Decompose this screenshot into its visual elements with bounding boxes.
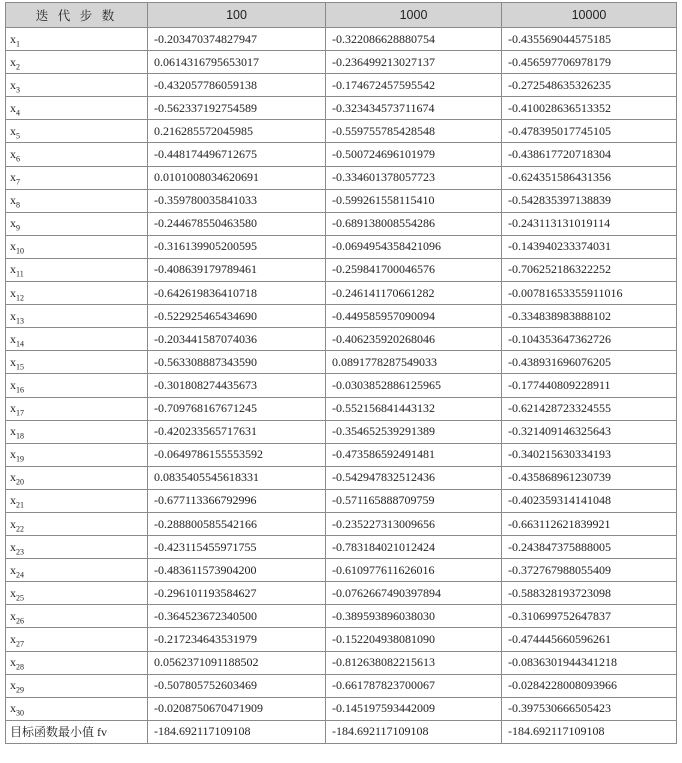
- variable-index: 22: [16, 523, 24, 533]
- table-row: [6, 374, 677, 397]
- table-row: [6, 328, 677, 351]
- table-row: [6, 651, 677, 674]
- variable-name: x: [10, 216, 16, 231]
- value-cell-10000: -0.340215630334193: [502, 443, 677, 466]
- variable-name: x: [10, 262, 16, 277]
- value-cell-100: -0.301808274435673: [148, 374, 326, 397]
- variable-label: [6, 512, 148, 535]
- value-cell-100: -0.432057786059138: [148, 74, 326, 97]
- table-row: [6, 489, 677, 512]
- variable-name: x: [10, 193, 16, 208]
- variable-index: 15: [16, 362, 24, 372]
- variable-label: [6, 420, 148, 443]
- value-cell-10000: -0.663112621839921: [502, 512, 677, 535]
- table-row: [6, 28, 677, 51]
- table-row: [6, 466, 677, 489]
- table-row: [6, 559, 677, 582]
- header-10000: 10000: [502, 3, 677, 28]
- table-row: [6, 143, 677, 166]
- value-cell-10000: -0.397530666505423: [502, 697, 677, 720]
- table-row: [6, 235, 677, 258]
- table-row: [6, 674, 677, 697]
- value-cell-10000: -0.435569044575185: [502, 28, 677, 51]
- value-cell-1000: -0.406235920268046: [326, 328, 502, 351]
- table-row: [6, 605, 677, 628]
- variable-name: x: [10, 493, 16, 508]
- value-cell-10000: -0.177440809228911: [502, 374, 677, 397]
- variable-label: [6, 443, 148, 466]
- variable-index: 11: [16, 269, 24, 279]
- table-row: [6, 697, 677, 720]
- variable-label: [6, 605, 148, 628]
- value-cell-100: -0.296101193584627: [148, 582, 326, 605]
- variable-label: [6, 51, 148, 74]
- variable-label: [6, 74, 148, 97]
- value-cell-100: -0.507805752603469: [148, 674, 326, 697]
- variable-label: [6, 143, 148, 166]
- variable-name: x: [10, 447, 16, 462]
- variable-label: [6, 282, 148, 305]
- table-row: [6, 74, 677, 97]
- value-cell-1000: -0.354652539291389: [326, 420, 502, 443]
- table-row: [6, 351, 677, 374]
- table-row: [6, 120, 677, 143]
- variable-index: 26: [16, 616, 24, 626]
- footer-value-100: -184.692117109108: [148, 720, 326, 743]
- variable-index: 5: [16, 131, 20, 141]
- value-cell-10000: -0.542835397138839: [502, 189, 677, 212]
- value-cell-1000: -0.783184021012424: [326, 536, 502, 559]
- value-cell-10000: -0.410028636513352: [502, 97, 677, 120]
- value-cell-1000: -0.559755785428548: [326, 120, 502, 143]
- value-cell-1000: -0.661787823700067: [326, 674, 502, 697]
- variable-index: 17: [16, 408, 24, 418]
- value-cell-100: -0.0208750670471909: [148, 697, 326, 720]
- table-row: [6, 397, 677, 420]
- value-cell-10000: -0.624351586431356: [502, 166, 677, 189]
- variable-label: [6, 97, 148, 120]
- value-cell-1000: -0.449585957090094: [326, 305, 502, 328]
- value-cell-100: 0.0101008034620691: [148, 166, 326, 189]
- variable-index: 13: [16, 316, 24, 326]
- variable-index: 23: [16, 547, 24, 556]
- value-cell-100: -0.677113366792996: [148, 489, 326, 512]
- value-cell-1000: -0.812638082215613: [326, 651, 502, 674]
- variable-label: [6, 651, 148, 674]
- table-row: [6, 258, 677, 281]
- variable-name: x: [10, 608, 16, 623]
- variable-name: x: [10, 377, 16, 392]
- variable-index: 30: [16, 708, 24, 718]
- value-cell-100: -0.563308887343590: [148, 351, 326, 374]
- value-cell-100: -0.0649786155553592: [148, 443, 326, 466]
- value-cell-10000: -0.438931696076205: [502, 351, 677, 374]
- value-cell-1000: 0.0891778287549033: [326, 351, 502, 374]
- table-body: [6, 28, 677, 721]
- value-cell-100: -0.359780035841033: [148, 189, 326, 212]
- variable-index: 18: [16, 431, 24, 441]
- value-cell-100: -0.448174496712675: [148, 143, 326, 166]
- value-cell-10000: -0.00781653355911016: [502, 282, 677, 305]
- value-cell-10000: -0.706252186322252: [502, 258, 677, 281]
- value-cell-10000: -0.372767988055409: [502, 559, 677, 582]
- value-cell-1000: -0.145197593442009: [326, 697, 502, 720]
- variable-index: 19: [16, 454, 24, 464]
- value-cell-10000: -0.435868961230739: [502, 466, 677, 489]
- variable-index: 24: [16, 570, 24, 580]
- value-cell-10000: -0.272548635326235: [502, 74, 677, 97]
- value-cell-100: -0.642619836410718: [148, 282, 326, 305]
- variable-label: [6, 189, 148, 212]
- value-cell-100: -0.522925465434690: [148, 305, 326, 328]
- results-table-container: [5, 2, 676, 744]
- variable-label: [6, 351, 148, 374]
- variable-label: [6, 536, 148, 559]
- variable-index: 7: [16, 177, 20, 187]
- value-cell-1000: -0.322086628880754: [326, 28, 502, 51]
- variable-label: [6, 466, 148, 489]
- value-cell-10000: -0.588328193723098: [502, 582, 677, 605]
- value-cell-1000: -0.689138008554286: [326, 212, 502, 235]
- value-cell-100: -0.562337192754589: [148, 97, 326, 120]
- variable-name: x: [10, 401, 16, 416]
- value-cell-1000: -0.334601378057723: [326, 166, 502, 189]
- variable-name: x: [10, 54, 16, 69]
- variable-name: x: [10, 516, 16, 531]
- table-row: [6, 628, 677, 651]
- table-row: [6, 443, 677, 466]
- variable-index: 8: [16, 200, 20, 210]
- value-cell-10000: -0.0284228008093966: [502, 674, 677, 697]
- variable-name: x: [10, 354, 16, 369]
- value-cell-100: 0.0835405545618331: [148, 466, 326, 489]
- variable-label: [6, 28, 148, 51]
- variable-name: x: [10, 470, 16, 485]
- variable-label: [6, 305, 148, 328]
- value-cell-100: -0.244678550463580: [148, 212, 326, 235]
- variable-name: x: [10, 308, 16, 323]
- table-row: [6, 582, 677, 605]
- variable-name: x: [10, 170, 16, 185]
- value-cell-10000: -0.0836301944341218: [502, 651, 677, 674]
- value-cell-10000: -0.621428723324555: [502, 397, 677, 420]
- variable-name: x: [10, 585, 16, 600]
- variable-index: 3: [16, 85, 20, 95]
- iteration-results-table: [5, 2, 677, 744]
- value-cell-1000: -0.542947832512436: [326, 466, 502, 489]
- variable-label: [6, 328, 148, 351]
- value-cell-1000: -0.552156841443132: [326, 397, 502, 420]
- variable-index: 29: [16, 685, 24, 695]
- variable-index: 2: [16, 62, 20, 72]
- value-cell-10000: -0.456597706978179: [502, 51, 677, 74]
- variable-label: [6, 258, 148, 281]
- value-cell-10000: -0.143940233374031: [502, 235, 677, 258]
- variable-name: x: [10, 285, 16, 300]
- value-cell-1000: -0.571165888709759: [326, 489, 502, 512]
- variable-index: 6: [16, 154, 20, 164]
- value-cell-1000: -0.0694954358421096: [326, 235, 502, 258]
- table-row: [6, 166, 677, 189]
- variable-label: [6, 559, 148, 582]
- value-cell-1000: -0.599261558115410: [326, 189, 502, 212]
- value-cell-1000: -0.500724696101979: [326, 143, 502, 166]
- variable-label: [6, 212, 148, 235]
- value-cell-100: -0.709768167671245: [148, 397, 326, 420]
- value-cell-100: -0.423115455971755: [148, 536, 326, 559]
- value-cell-10000: -0.438617720718304: [502, 143, 677, 166]
- variable-name: x: [10, 147, 16, 162]
- variable-label: [6, 697, 148, 720]
- value-cell-100: -0.483611573904200: [148, 559, 326, 582]
- variable-label: [6, 166, 148, 189]
- value-cell-100: -0.420233565717631: [148, 420, 326, 443]
- footer-row: [6, 720, 677, 743]
- variable-index: 16: [16, 385, 24, 395]
- variable-label: [6, 674, 148, 697]
- value-cell-1000: -0.152204938081090: [326, 628, 502, 651]
- header-iterations: 迭 代 步 数: [6, 3, 148, 28]
- variable-index: 27: [16, 639, 24, 649]
- value-cell-100: 0.216285572045985: [148, 120, 326, 143]
- table-row: [6, 212, 677, 235]
- value-cell-10000: -0.478395017745105: [502, 120, 677, 143]
- header-row: [6, 3, 677, 28]
- value-cell-100: -0.203470374827947: [148, 28, 326, 51]
- variable-label: [6, 397, 148, 420]
- value-cell-1000: -0.246141170661282: [326, 282, 502, 305]
- table-row: [6, 512, 677, 535]
- variable-name: x: [10, 562, 16, 577]
- value-cell-100: -0.408639179789461: [148, 258, 326, 281]
- variable-name: x: [10, 631, 16, 646]
- variable-index: 1: [16, 38, 20, 48]
- variable-index: 20: [16, 477, 24, 487]
- variable-label: [6, 120, 148, 143]
- value-cell-1000: -0.473586592491481: [326, 443, 502, 466]
- value-cell-100: 0.0614316795653017: [148, 51, 326, 74]
- variable-name: x: [10, 678, 16, 693]
- table-row: [6, 305, 677, 328]
- variable-label: [6, 235, 148, 258]
- variable-index: 9: [16, 223, 20, 233]
- value-cell-10000: -0.104353647362726: [502, 328, 677, 351]
- header-1000: 1000: [326, 3, 502, 28]
- value-cell-1000: -0.259841700046576: [326, 258, 502, 281]
- value-cell-10000: -0.243113131019114: [502, 212, 677, 235]
- header-100: 100: [148, 3, 326, 28]
- footer-label: 目标函数最小值 fv: [6, 720, 148, 743]
- variable-name: x: [10, 31, 16, 46]
- value-cell-10000: -0.243847375888005: [502, 536, 677, 559]
- variable-name: x: [10, 539, 16, 554]
- variable-name: x: [10, 331, 16, 346]
- table-row: [6, 51, 677, 74]
- variable-name: x: [10, 701, 16, 716]
- variable-name: x: [10, 655, 16, 670]
- value-cell-100: -0.217234643531979: [148, 628, 326, 651]
- variable-name: x: [10, 239, 16, 254]
- value-cell-100: -0.203441587074036: [148, 328, 326, 351]
- variable-label: [6, 628, 148, 651]
- variable-index: 12: [16, 292, 24, 302]
- variable-label: [6, 489, 148, 512]
- footer-value-1000: -184.692117109108: [326, 720, 502, 743]
- variable-name: x: [10, 100, 16, 115]
- variable-index: 21: [16, 500, 24, 510]
- value-cell-1000: -0.0762667490397894: [326, 582, 502, 605]
- variable-index: 14: [16, 339, 24, 349]
- table-row: [6, 189, 677, 212]
- variable-label: [6, 582, 148, 605]
- value-cell-1000: -0.236499213027137: [326, 51, 502, 74]
- footer-value-10000: -184.692117109108: [502, 720, 677, 743]
- value-cell-1000: -0.235227313009656: [326, 512, 502, 535]
- value-cell-100: -0.288800585542166: [148, 512, 326, 535]
- value-cell-100: 0.0562371091188502: [148, 651, 326, 674]
- value-cell-10000: -0.474445660596261: [502, 628, 677, 651]
- value-cell-1000: -0.323434573711674: [326, 97, 502, 120]
- table-row: [6, 282, 677, 305]
- value-cell-10000: -0.310699752647837: [502, 605, 677, 628]
- variable-index: 28: [16, 662, 24, 672]
- table-row: [6, 536, 677, 559]
- variable-index: 10: [16, 246, 24, 256]
- value-cell-1000: -0.389593896038030: [326, 605, 502, 628]
- table-row: [6, 420, 677, 443]
- value-cell-1000: -0.0303852886125965: [326, 374, 502, 397]
- table-row: [6, 97, 677, 120]
- variable-label: [6, 374, 148, 397]
- variable-name: x: [10, 77, 16, 92]
- variable-name: x: [10, 123, 16, 138]
- variable-name: x: [10, 424, 16, 439]
- variable-index: 25: [16, 593, 24, 603]
- value-cell-100: -0.316139905200595: [148, 235, 326, 258]
- value-cell-1000: -0.174672457595542: [326, 74, 502, 97]
- variable-index: 4: [16, 108, 20, 118]
- value-cell-10000: -0.321409146325643: [502, 420, 677, 443]
- value-cell-10000: -0.402359314141048: [502, 489, 677, 512]
- value-cell-1000: -0.610977611626016: [326, 559, 502, 582]
- value-cell-100: -0.364523672340500: [148, 605, 326, 628]
- value-cell-10000: -0.334838983888102: [502, 305, 677, 328]
